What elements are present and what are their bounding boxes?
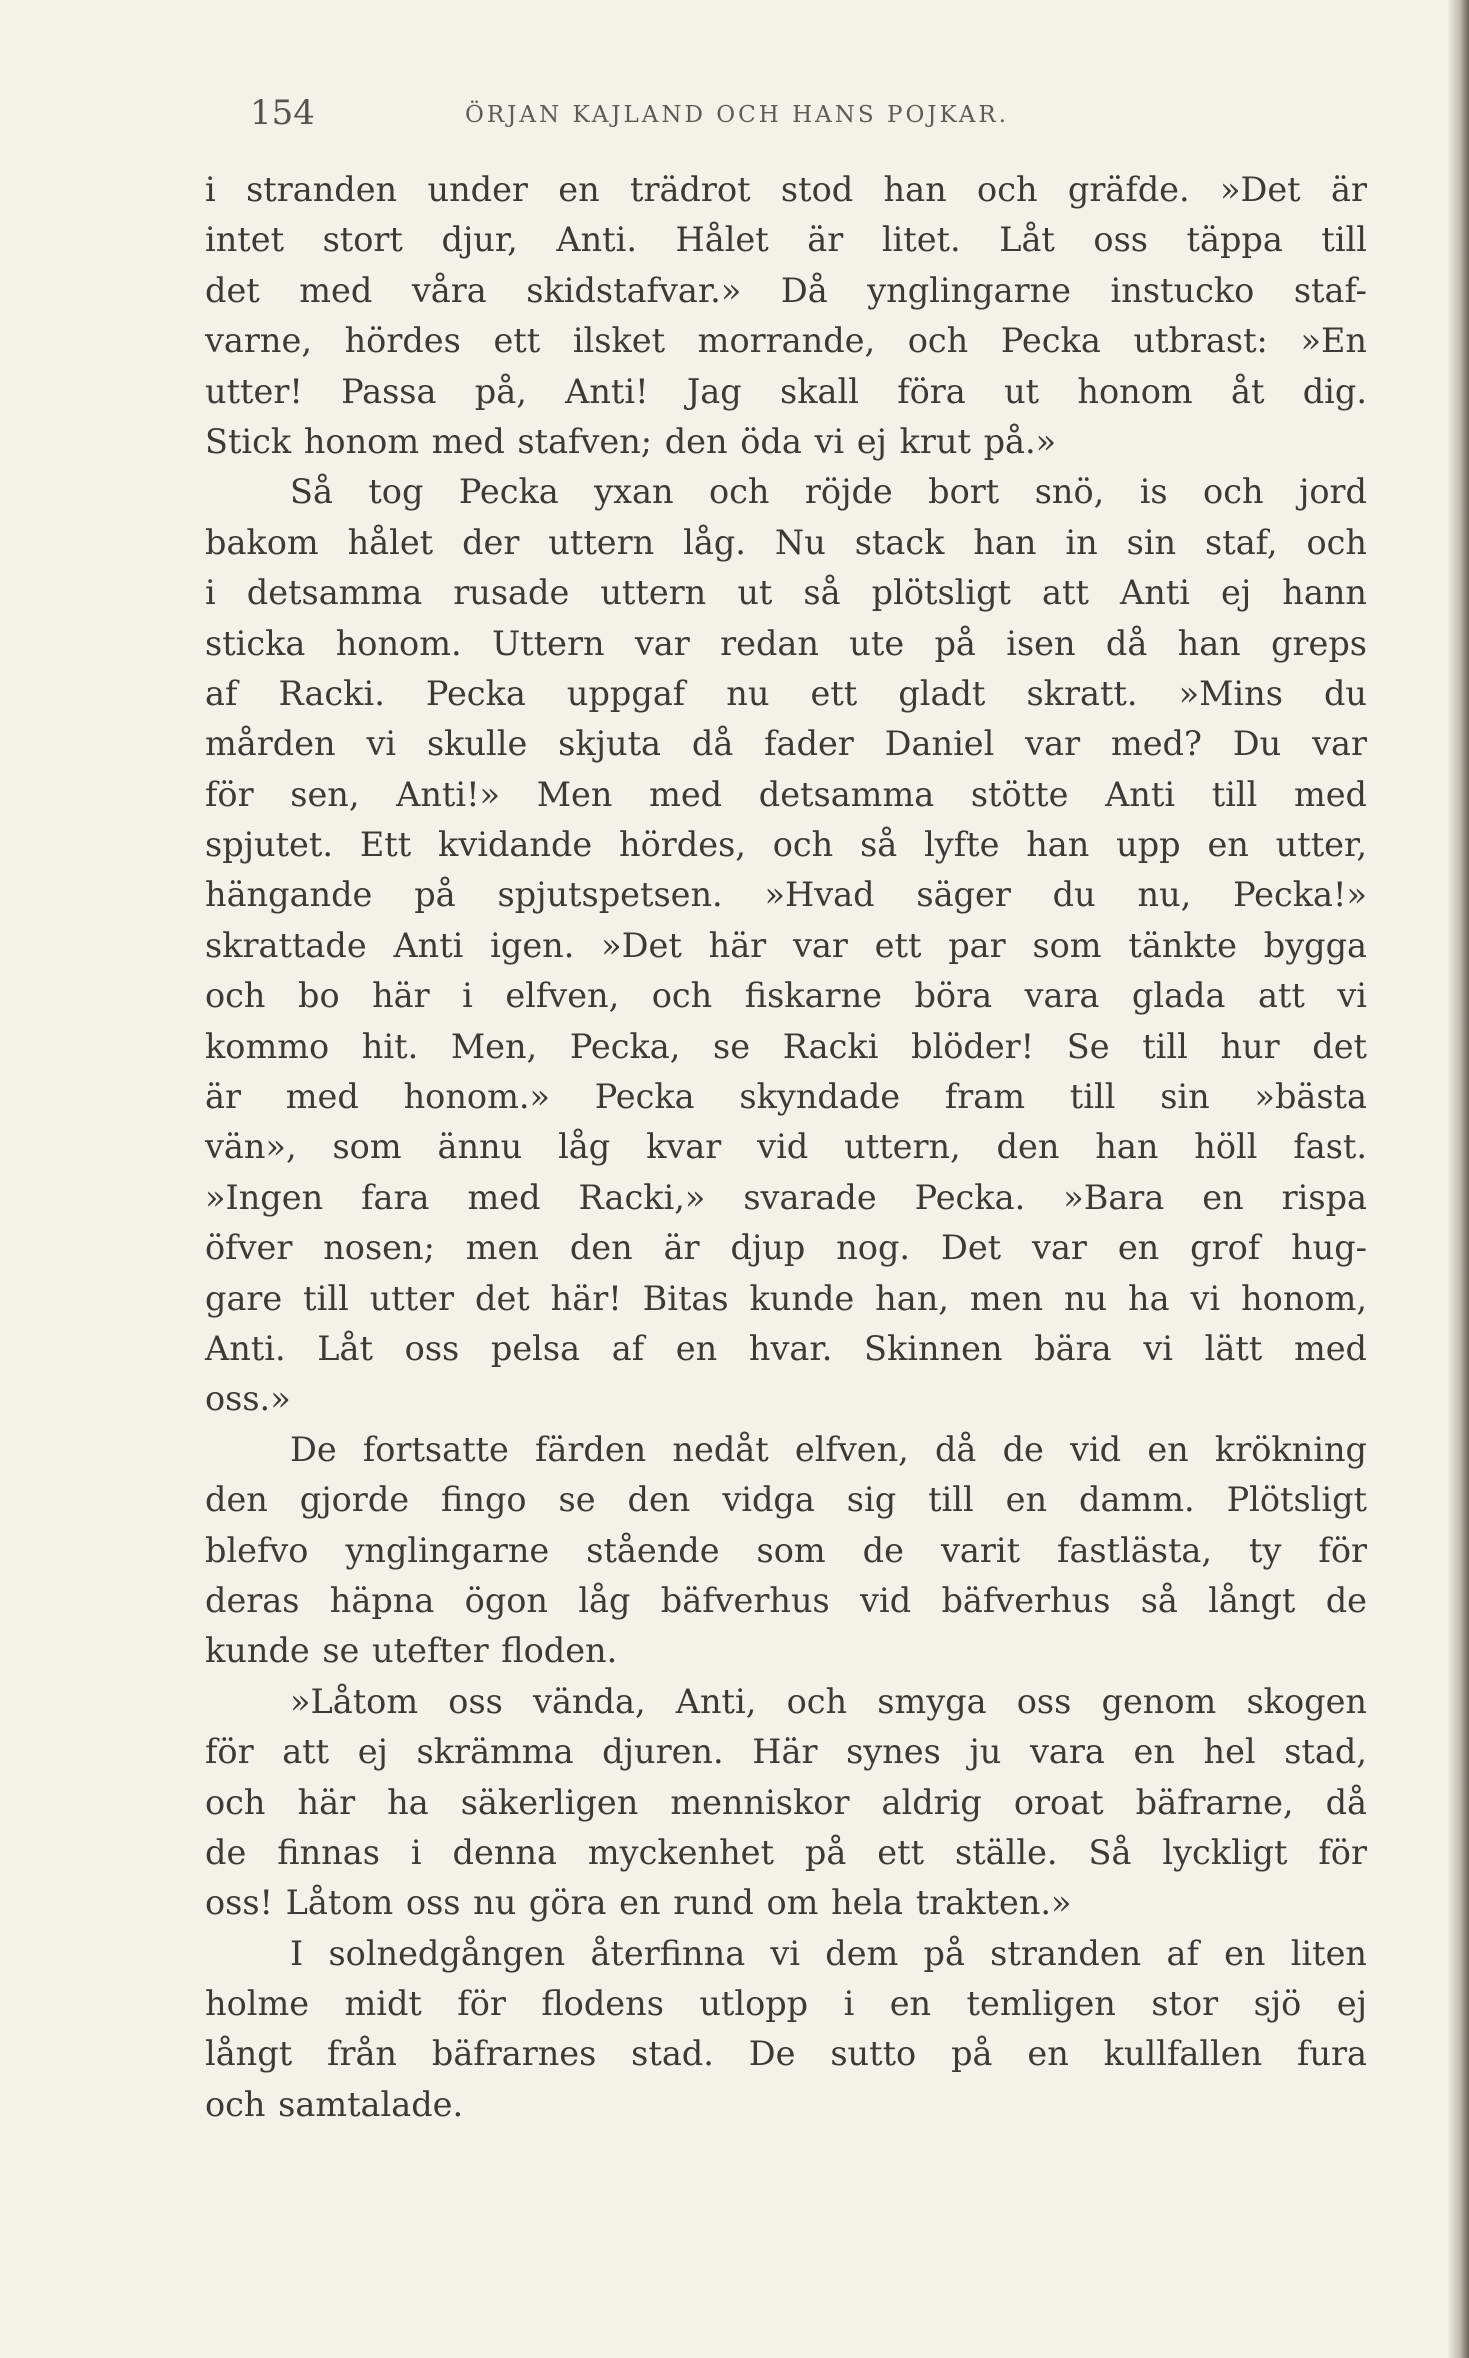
text-line: »Ingen fara med Racki,» svarade Pecka. »Bara en rispa (205, 1177, 1367, 1217)
text-line: I solnedgången återfinna vi dem på stranden af en liten (290, 1933, 1367, 1973)
running-title: ÖRJAN KAJLAND OCH HANS POJKAR. (465, 102, 1010, 128)
text-line: deras häpna ögon låg bäfverhus vid bäfverhus så långt de (205, 1580, 1367, 1620)
text-line: bakom hålet der uttern låg. Nu stack han in sin staf, och (205, 522, 1367, 562)
text-line: i detsamma rusade uttern ut så plötsligt att Anti ej hann (205, 573, 1367, 613)
text-line: varne, hördes ett ilsket morrande, och Pecka utbrast: »En (205, 321, 1367, 361)
text-line: Anti. Låt oss pelsa af en hvar. Skinnen bära vi lätt med (205, 1328, 1367, 1368)
text-line: för sen, Anti!» Men med detsamma stötte Anti till med (205, 774, 1367, 814)
text-line: skrattade Anti igen. »Det här var ett par som tänkte bygga (205, 925, 1367, 965)
text-line: De fortsatte färden nedåt elfven, då de vid en krökning (290, 1429, 1367, 1469)
page-edge-shadow (1447, 0, 1469, 2358)
text-line: vän», som ännu låg kvar vid uttern, den han höll fast. (205, 1127, 1367, 1167)
text-line: och samtalade. (205, 2084, 464, 2124)
page-header (250, 88, 1370, 138)
text-line: »Låtom oss vända, Anti, och smyga oss genom skogen (290, 1681, 1367, 1721)
text-line: blefvo ynglingarne stående som de varit fastlästa, ty för (205, 1530, 1367, 1570)
text-line: öfver nosen; men den är djup nog. Det var en grof hug- (205, 1228, 1367, 1268)
text-line: spjutet. Ett kvidande hördes, och så lyfte han upp en utter, (205, 825, 1367, 865)
text-line: och här ha säkerligen menniskor aldrig oroat bäfrarne, då (205, 1782, 1367, 1822)
text-line: af Racki. Pecka uppgaf nu ett gladt skratt. »Mins du (205, 673, 1367, 713)
text-line: kunde se utefter floden. (205, 1631, 618, 1671)
page-number: 154 (250, 93, 315, 133)
text-line: är med honom.» Pecka skyndade fram till sin »bästa (205, 1077, 1367, 1117)
body-text (205, 165, 1367, 2130)
text-line: Stick honom med stafven; den öda vi ej krut på.» (205, 421, 1057, 461)
text-line: för att ej skrämma djuren. Här synes ju vara en hel stad, (205, 1732, 1367, 1772)
text-line: mården vi skulle skjuta då fader Daniel var med? Du var (205, 724, 1367, 764)
text-line: kommo hit. Men, Pecka, se Racki blöder! Se till hur det (205, 1026, 1367, 1066)
text-line: gare till utter det här! Bitas kunde han, men nu ha vi honom, (205, 1278, 1367, 1318)
text-line: långt från bäfrarnes stad. De sutto på en kullfallen fura (205, 2034, 1367, 2074)
text-line: hängande på spjutspetsen. »Hvad säger du nu, Pecka!» (205, 875, 1367, 915)
text-line: och bo här i elfven, och fiskarne böra vara glada att vi (205, 976, 1367, 1016)
text-line: oss.» (205, 1379, 291, 1419)
text-line: Så tog Pecka yxan och röjde bort snö, is och jord (290, 472, 1367, 512)
text-line: i stranden under en trädrot stod han och gräfde. »Det är (205, 170, 1367, 209)
text-line: holme midt för flodens utlopp i en temligen stor sjö ej (205, 1984, 1367, 2024)
text-line: intet stort djur, Anti. Hålet är litet. Låt oss täppa till (205, 220, 1367, 260)
text-line: den gjorde fingo se den vidga sig till en damm. Plötsligt (205, 1480, 1367, 1520)
text-line: sticka honom. Uttern var redan ute på isen då han greps (205, 623, 1367, 663)
text-line: de finnas i denna myckenhet på ett ställe. Så lyckligt för (205, 1832, 1367, 1872)
text-line: det med våra skidstafvar.» Då ynglingarne instucko staf- (205, 270, 1367, 310)
text-line: utter! Passa på, Anti! Jag skall föra ut honom åt dig. (205, 371, 1367, 411)
text-line: oss! Låtom oss nu göra en rund om hela trakten.» (205, 1883, 1072, 1923)
